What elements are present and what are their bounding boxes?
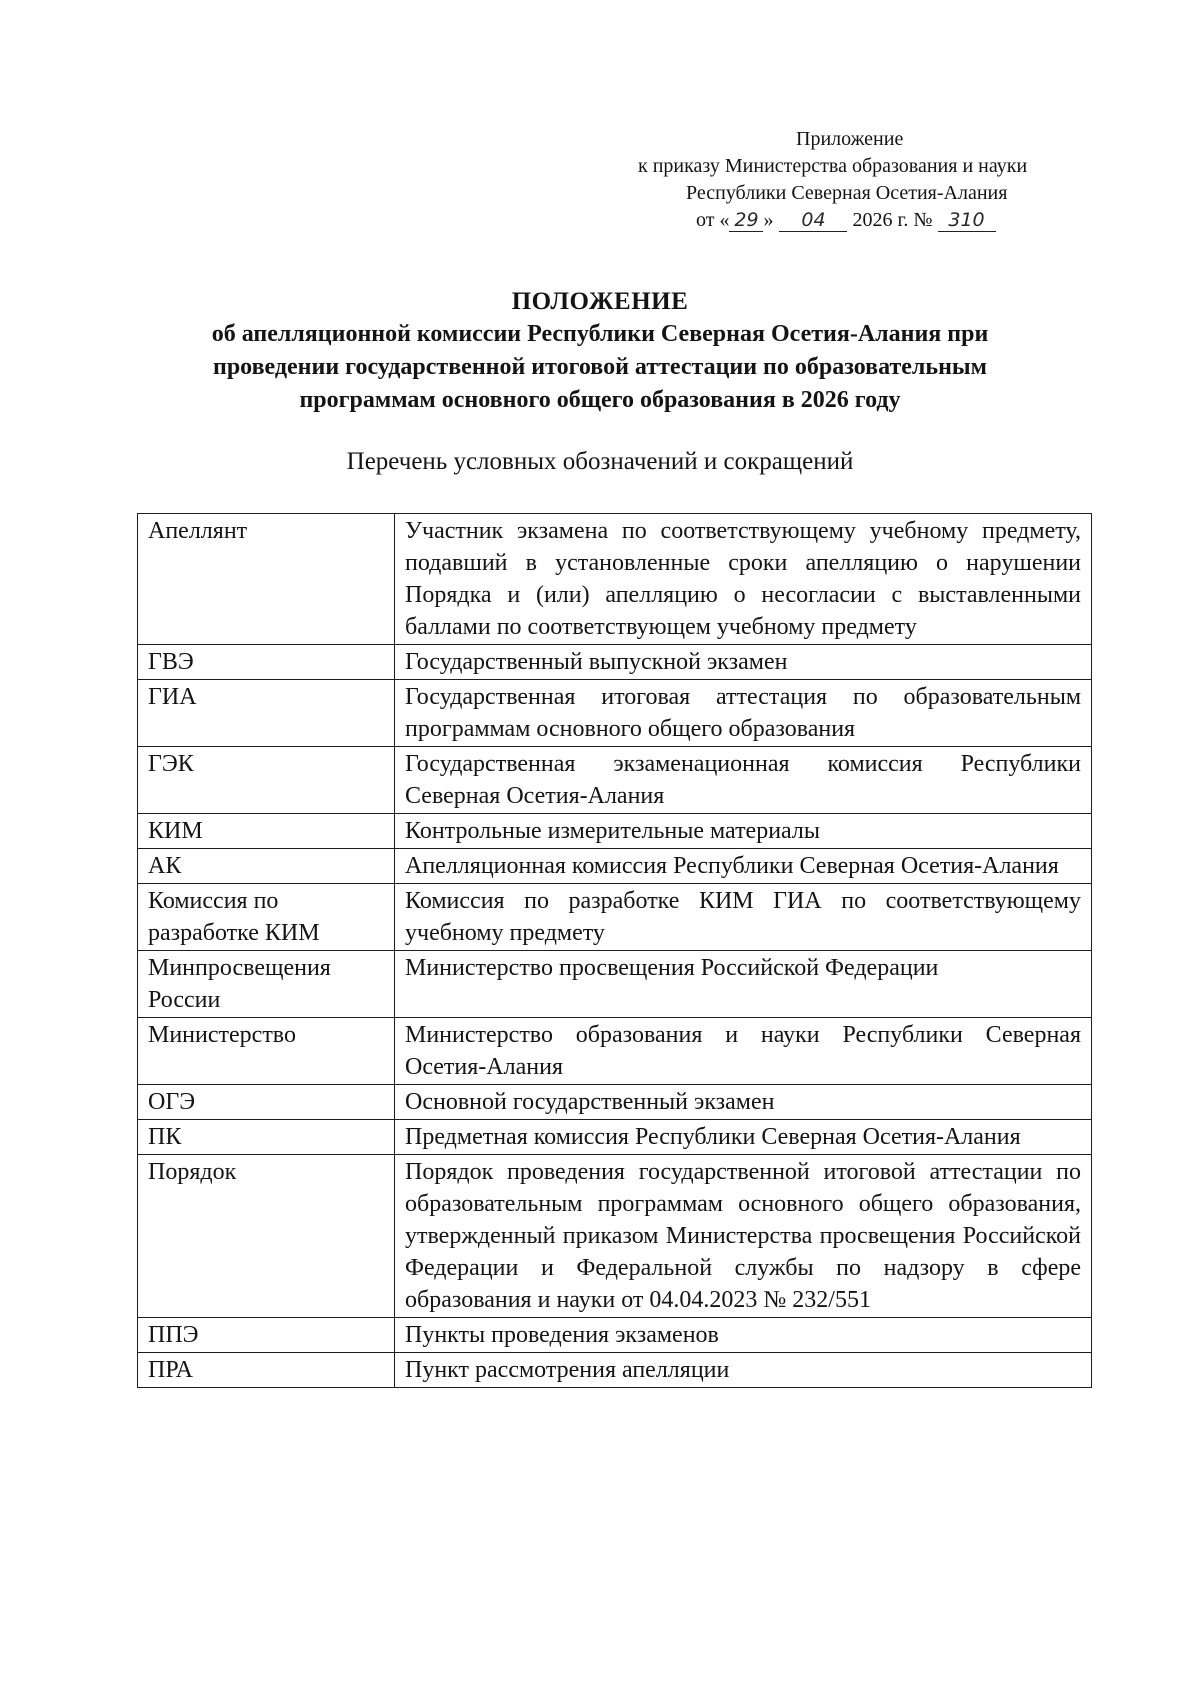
table-row [138, 884, 1092, 951]
table-row [138, 514, 1092, 645]
abbreviation-definition: Комиссия по разработке КИМ ГИА по соответствующему учебному предмету [395, 884, 1092, 951]
abbreviation-definition: Государственная итоговая аттестация по образовательным программам основного общего образования [395, 680, 1092, 747]
table-row [138, 680, 1092, 747]
abbreviation-definition: Государственная экзаменационная комиссия Республики Северная Осетия-Алания [395, 747, 1092, 814]
table-row [138, 1318, 1092, 1353]
table-row [138, 1353, 1092, 1388]
document-subtitle-line: проведении государственной итоговой аттестации по образовательным [213, 354, 987, 380]
abbreviation-definition: Предметная комиссия Республики Северная Осетия-Алания [395, 1120, 1092, 1155]
abbreviation-definition: Основной государственный экзамен [395, 1085, 1092, 1120]
table-row [138, 645, 1092, 680]
abbreviation-term: ПРА [138, 1353, 395, 1388]
abbreviation-definition: Министерство просвещения Российской Федерации [395, 951, 1092, 1018]
abbreviation-term: ППЭ [138, 1318, 395, 1353]
abbreviations-table [137, 513, 1092, 1388]
abbreviation-term: АК [138, 849, 395, 884]
abbreviation-term: Министерство [138, 1018, 395, 1085]
abbreviation-definition: Порядок проведения государственной итоговой аттестации по образовательным программам основного общего образования, утвержденный приказом Министерства просвещения Российской Федерации и Федеральной службы по надзору в сфере образования и науки от 04.04.2023 № 232/551 [395, 1155, 1092, 1318]
table-row [138, 747, 1092, 814]
document-title-block [100, 286, 1100, 417]
handwritten-order-number: 310 [938, 209, 996, 232]
abbreviation-term: ГЭК [138, 747, 395, 814]
abbreviation-term: ГВЭ [138, 645, 395, 680]
table-row [138, 814, 1092, 849]
abbreviation-term: Порядок [138, 1155, 395, 1318]
handwritten-day: 29 [729, 209, 763, 232]
abbreviation-definition: Пункты проведения экзаменов [395, 1318, 1092, 1353]
table-row [138, 1018, 1092, 1085]
document-title: ПОЛОЖЕНИЕ [511, 288, 689, 315]
section-heading: Перечень условных обозначений и сокращений [346, 448, 854, 475]
appendix-header [600, 126, 1100, 234]
abbreviation-term: ОГЭ [138, 1085, 395, 1120]
abbreviation-definition: Контрольные измерительные материалы [395, 814, 1092, 849]
appendix-label: Приложение [796, 128, 904, 150]
document-subtitle-line: об апелляционной комиссии Республики Северная Осетия-Алания при [211, 321, 989, 347]
abbreviation-term: Комиссия по разработке КИМ [138, 884, 395, 951]
table-row [138, 1120, 1092, 1155]
abbreviation-definition: Пункт рассмотрения апелляции [395, 1353, 1092, 1388]
abbreviation-definition: Участник экзамена по соответствующему учебному предмету, подавший в установленные сроки апелляцию о нарушении Порядка и (или) апелляцию о несогласии с выставленными баллами по соответствующем учебному предмету [395, 514, 1092, 645]
abbreviation-definition: Министерство образования и науки Республики Северная Осетия-Алания [395, 1018, 1092, 1085]
table-row [138, 1085, 1092, 1120]
abbreviation-term: ПК [138, 1120, 395, 1155]
abbreviation-term: ГИА [138, 680, 395, 747]
appendix-republic: Республики Северная Осетия-Алания [686, 182, 1008, 204]
table-row [138, 849, 1092, 884]
date-prefix: от « [696, 209, 730, 231]
abbreviation-term: Минпросвещения России [138, 951, 395, 1018]
date-mid: » [763, 209, 774, 231]
abbreviation-definition: Государственный выпускной экзамен [395, 645, 1092, 680]
abbreviation-term: Апеллянт [138, 514, 395, 645]
appendix-date-line [600, 207, 1100, 234]
handwritten-month: 04 [779, 209, 847, 232]
abbreviation-definition: Апелляционная комиссия Республики Северная Осетия-Алания [395, 849, 1092, 884]
appendix-order-ref: к приказу Министерства образования и науки [638, 155, 1028, 177]
document-subtitle-line: программам основного общего образования в 2026 году [299, 387, 901, 413]
abbreviation-term: КИМ [138, 814, 395, 849]
table-row [138, 1155, 1092, 1318]
table-row [138, 951, 1092, 1018]
date-year: 2026 г. № [852, 209, 933, 231]
